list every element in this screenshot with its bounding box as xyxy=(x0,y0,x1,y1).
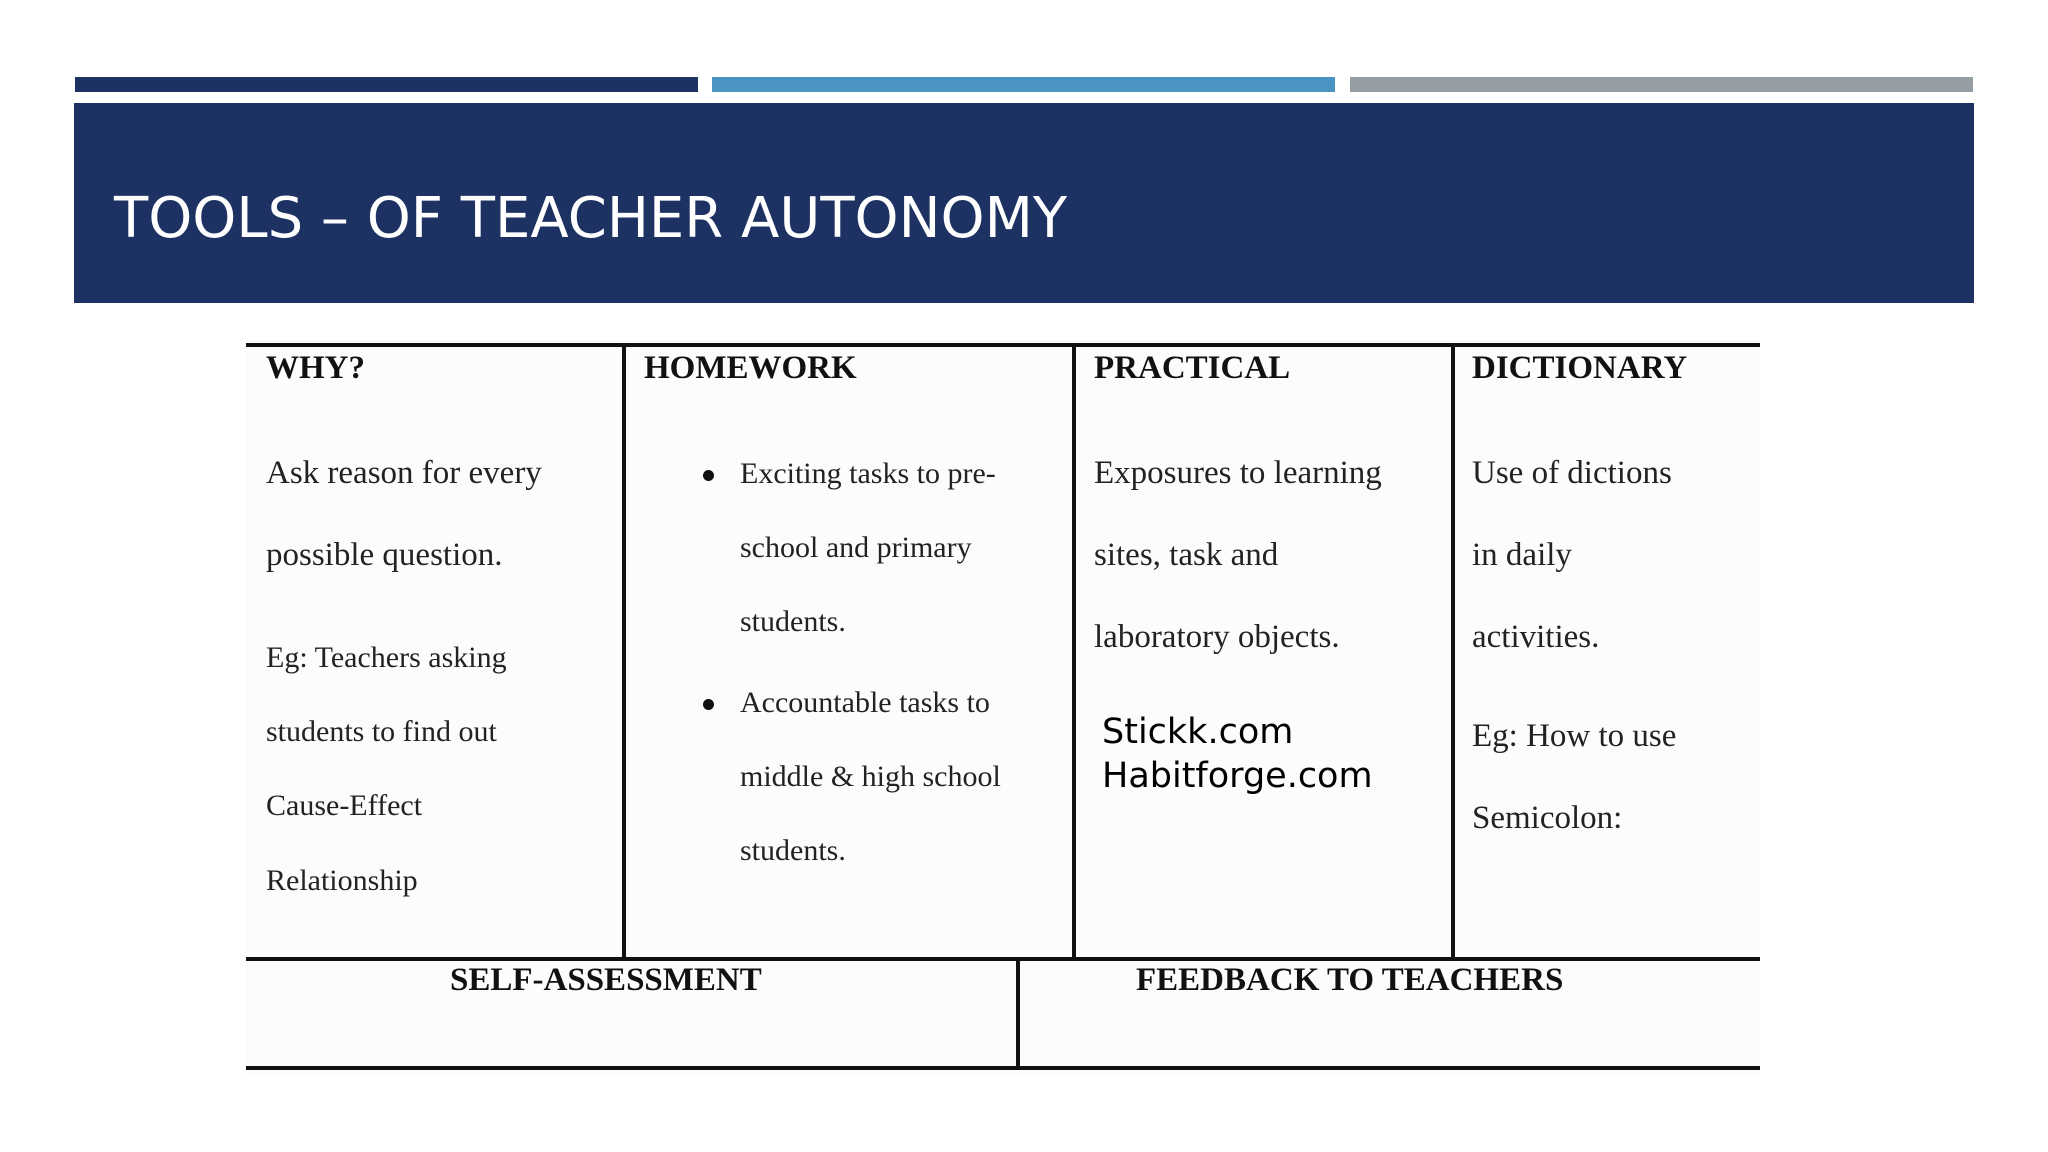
bottom-divider xyxy=(1016,959,1020,1069)
column-divider xyxy=(1072,343,1076,959)
autonomy-tools-table xyxy=(246,340,1760,1075)
practical-text-line: laboratory objects. xyxy=(1094,619,1340,655)
why-example-line: Cause-Effect xyxy=(266,789,423,822)
site-watermark-line: Stickk.com xyxy=(1102,712,1294,752)
accent-bar-blue xyxy=(712,77,1335,92)
homework-bullet-line: students. xyxy=(740,834,846,867)
table-middle-rule xyxy=(246,957,1760,961)
practical-text-line: Exposures to learning xyxy=(1094,455,1382,491)
slide-title: TOOLS – OF TEACHER AUTONOMY xyxy=(114,186,1068,251)
column-heading-practical: PRACTICAL xyxy=(1094,350,1291,386)
self-assessment-heading: SELF-ASSESSMENT xyxy=(450,962,762,998)
column-divider xyxy=(1451,343,1455,959)
accent-bar-dark xyxy=(75,77,698,92)
homework-bullet-line: students. xyxy=(740,605,846,638)
homework-bullet-line: middle & high school xyxy=(740,760,1001,793)
table-top-rule xyxy=(246,343,1760,347)
homework-bullet-line: Exciting tasks to pre- xyxy=(740,457,996,490)
why-text-line: possible question. xyxy=(266,537,503,573)
dictionary-example-line: Eg: How to use xyxy=(1472,718,1677,754)
why-example-line: students to find out xyxy=(266,715,497,748)
why-example-line: Eg: Teachers asking xyxy=(266,641,507,674)
site-watermark-line: Habitforge.com xyxy=(1102,756,1373,796)
why-example-line: Relationship xyxy=(266,864,418,897)
dictionary-example-line: Semicolon: xyxy=(1472,800,1623,836)
homework-bullet-line: Accountable tasks to xyxy=(740,686,990,719)
why-text-line: Ask reason for every xyxy=(266,455,542,491)
dictionary-text-line: activities. xyxy=(1472,619,1600,655)
bullet-icon xyxy=(703,470,714,481)
column-divider xyxy=(622,343,626,959)
dictionary-text-line: Use of dictions xyxy=(1472,455,1672,491)
column-heading-why: WHY? xyxy=(266,350,365,386)
practical-text-line: sites, task and xyxy=(1094,537,1279,573)
dictionary-text-line: in daily xyxy=(1472,537,1572,573)
column-heading-homework: HOMEWORK xyxy=(644,350,857,386)
bullet-icon xyxy=(703,699,714,710)
accent-bar-gray xyxy=(1350,77,1973,92)
table-bottom-rule xyxy=(246,1066,1760,1070)
homework-bullet-line: school and primary xyxy=(740,531,972,564)
column-heading-dictionary: DICTIONARY xyxy=(1472,350,1688,386)
title-band xyxy=(74,103,1974,303)
feedback-heading: FEEDBACK TO TEACHERS xyxy=(1136,962,1564,998)
